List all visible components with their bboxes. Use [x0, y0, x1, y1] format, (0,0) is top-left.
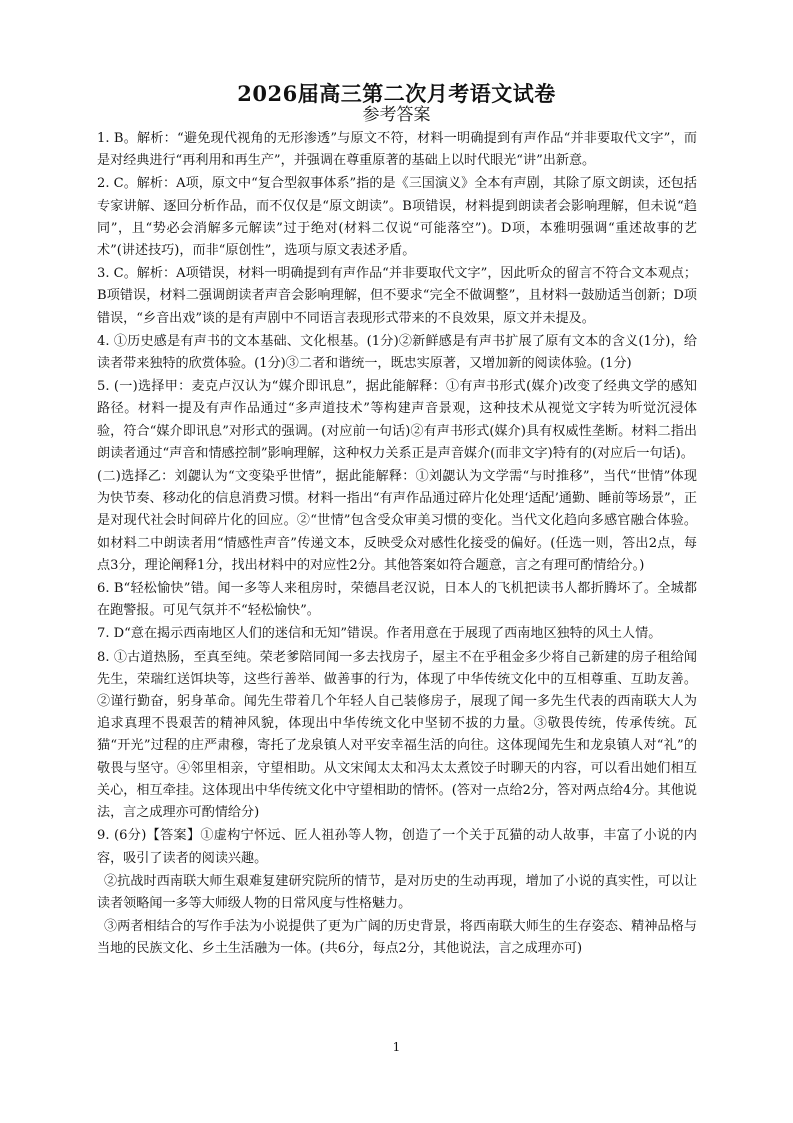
page-subtitle: 参考答案 — [362, 105, 431, 125]
answer-5-part-2: (二)选择乙：刘勰认为“文变染乎世情”，据此能解释：①刘勰认为文学需“与时推移”，当代“世情”体现为快节奏、移动化的信息消费习惯。材料一指出“有声作品通过碎片化处理‘适配’通勤、睡前等场景”，正是对现代社会时间碎片化的回应。②“世情”包含受众审美习惯的变化。当代文化趋向多感官融合体验。如材料二中朗读者用“情感性声音”传递文本，反映受众对感性化接受的偏好。(任选一则，答出2点，每点3分，理论阐释1分，找出材料中的对应性2分。其他答案如符合题意，言之有理可酌情给分。) — [97, 469, 697, 573]
answer-9-point-1: 9. (6分)【答案】①虚构宁怀远、匠人祖孙等人物，创造了一个关于瓦猫的动人故事，丰富了小说的内容，吸引了读者的阅读兴趣。 — [97, 828, 697, 866]
answer-6: 6. B“轻松愉快”错。闻一多等人来租房时，荣德昌老汉说，日本人的飞机把读书人都折腾坏了。全城都在跑警报。可见气氛并不“轻松愉快”。 — [97, 581, 697, 619]
answer-3: 3. C。解析：A项错误，材料一明确提到有声作品“并非要取代文字”，因此听众的留言不符合文本观点；B项错误，材料二强调朗读者声音会影响理解，但不要求“完全不做调整”，且材料一鼓励适当创新；D项错误，“乡音出戏”谈的是有声剧中不同语言表现形式带来的不良效果，原文并未提及。 — [97, 266, 697, 326]
answer-1: 1. B。解析：“避免现代视角的无形渗透”与原文不符，材料一明确提到有声作品“并非要取代文字”，而是对经典进行“再利用和再生产”，并强调在尊重原著的基础上以时代眼光“讲”出新意。 — [97, 131, 697, 169]
answer-9-point-3: ③两者相结合的写作手法为小说提供了更为广阔的历史背景，将西南联大师生的生存姿态、精神品格与当地的民族文化、乡土生活融为一体。(共6分，每点2分，其他说法，言之成理亦可) — [97, 919, 697, 957]
answer-4: 4. ①历史感是有声书的文本基础、文化根基。(1分)②新鲜感是有声书扩展了原有文本的含义(1分)，给读者带来独特的欣赏体验。(1分)③二者和谐统一，既忠实原著，又增加新的阅读体验。(1分) — [97, 333, 697, 372]
answer-content — [97, 128, 697, 962]
page-title: 2026届高三第二次月考语文试卷 — [237, 81, 556, 106]
answer-9-point-2: ②抗战时西南联大师生艰难复建研究院所的情节，是对历史的生动再现，增加了小说的真实性，可以让读者领略闻一多等大师级人物的日常风度与性格魅力。 — [97, 873, 697, 911]
page-number: 1 — [392, 1040, 401, 1054]
answer-5-part-1: 5. (一)选择甲：麦克卢汉认为“媒介即讯息”，据此能解释：①有声书形式(媒介)改变了经典文学的感知路径。材料一提及有声作品通过“多声道技术”等构建声音景观，这种技术从视觉文字转为听觉沉浸体验，符合“媒介即讯息”对形式的强调。(对应前一句话)②有声书形式(媒介)具有权威性垄断。材料二指出朗读者通过“声音和情感控制”影响理解，这种权力关系正是声音媒介(而非文字)特有的(对应后一句话)。 — [97, 379, 697, 461]
answer-8: 8. ①古道热肠，至真至纯。荣老爹陪同闻一多去找房子，屋主不在乎租金多少将自己新建的房子租给闻先生，荣瑞红送饵块等，这些行善举、做善事的行为，体现了中华传统文化中的互相尊重、互助友善。②谨行勤奋，躬身革命。闻先生带着几个年轻人自己装修房子，展现了闻一多先生代表的西南联大人为追求真理不畏艰苦的精神风貌，体现出中华传统文化中坚韧不拔的力量。③敬畏传统，传承传统。瓦猫“开光”过程的庄严肃穆，寄托了龙泉镇人对平安幸福生活的向往。这体现闻先生和龙泉镇人对“礼”的敬畏与坚守。④邻里相亲，守望相助。从文宋闻太太和冯太太煮饺子时聊天的内容，可以看出她们相互关心，相互牵挂。这体现出中华传统文化中守望相助的情怀。(答对一点给2分，答对两点给4分。其他说法，言之成理亦可酌情给分) — [97, 649, 697, 821]
answer-2: 2. C。解析：A项，原文中“复合型叙事体系”指的是《三国演义》全本有声剧，其除了原文朗读，还包括专家讲解、逐回分析作品，而不仅仅是“原文朗读”。B项错误，材料提到朗读者会影响理解，但未说“趋同”，且“势必会消解多元解读”过于绝对(材料二仅说“可能落空”)。D项，本雅明强调“重述故事的艺术”(讲述技巧)，而非“原创性”，选项与原文表述矛盾。 — [97, 176, 697, 259]
answer-7: 7. D“意在揭示西南地区人们的迷信和无知”错误。作者用意在于展现了西南地区独特的风土人情。 — [97, 626, 662, 642]
